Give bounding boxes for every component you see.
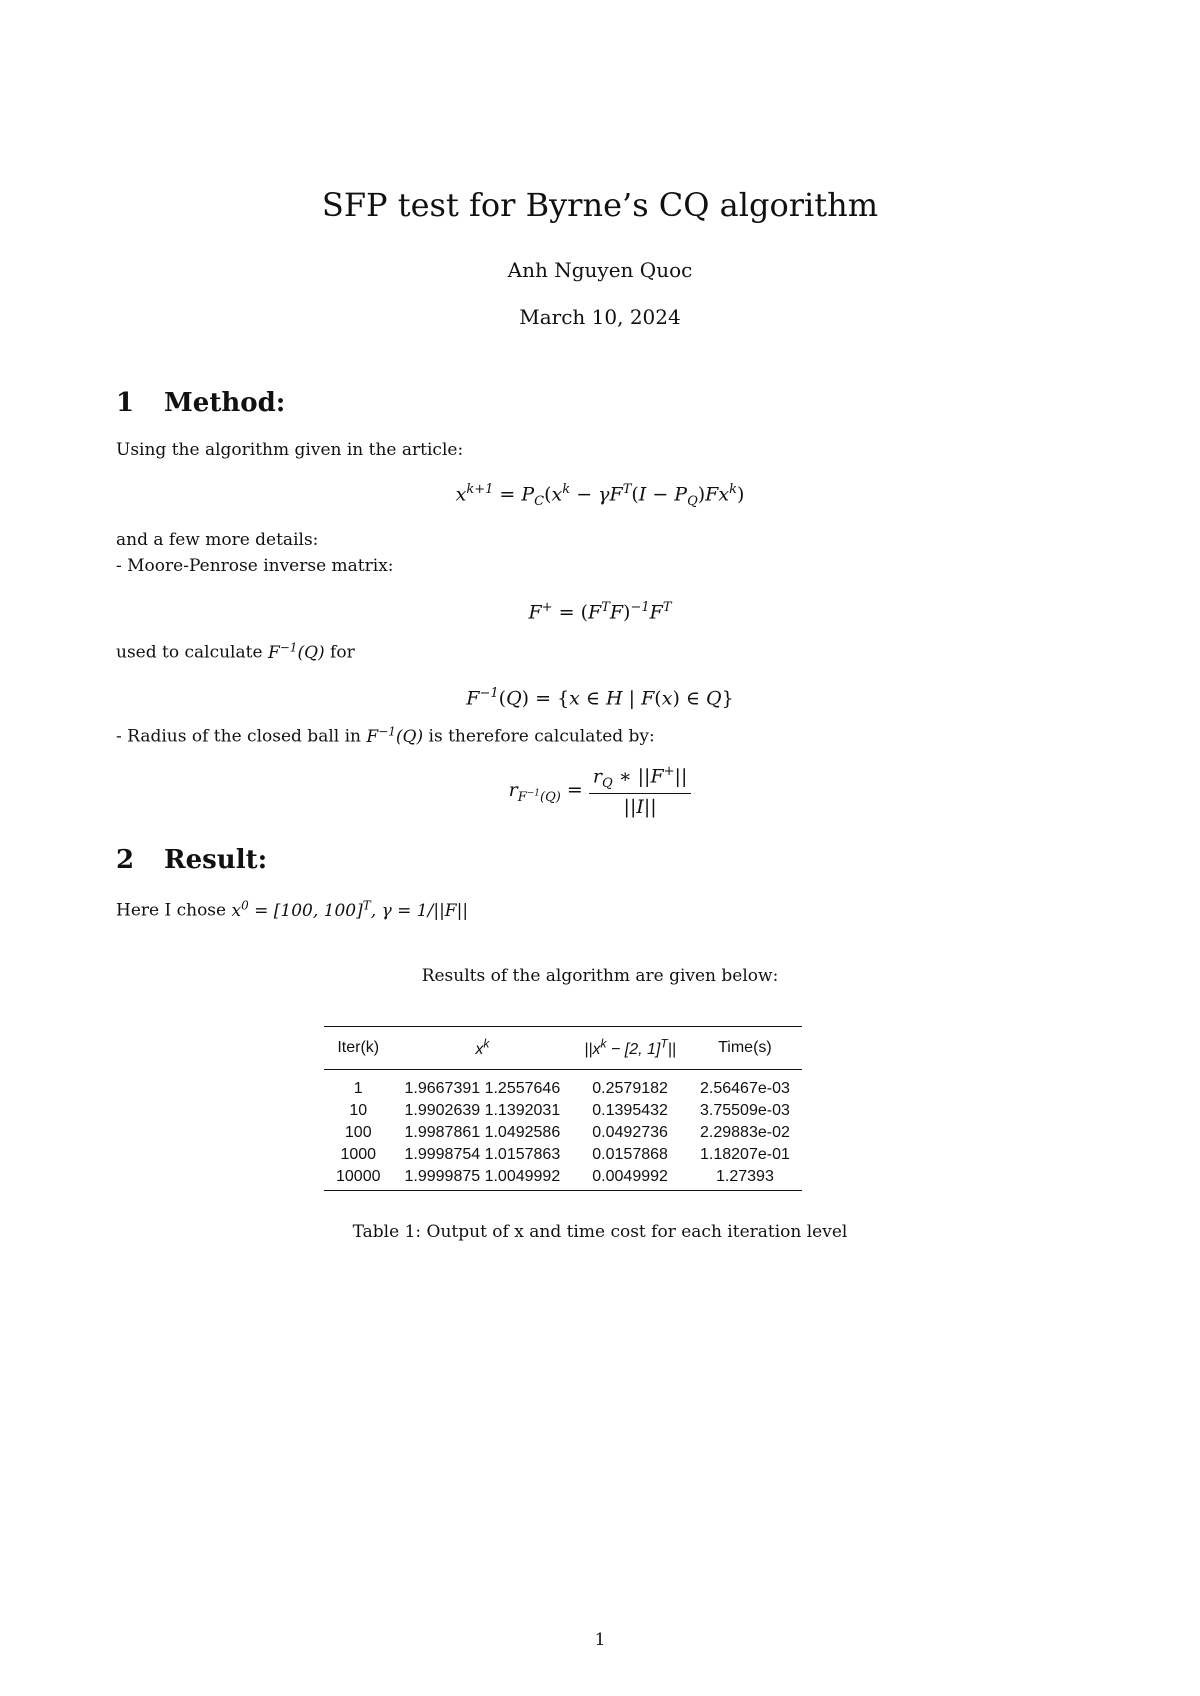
table-row: [324, 1100, 802, 1122]
inline-math-x0-gamma: $x^0 = [100$, 100]$^T$, γ = 1/||F||: [231, 898, 469, 921]
paper-title: SFP test for Byrne’s CQ algorithm: [321, 186, 879, 224]
header-error: $||x^k - [2$, 1]$^T$||: [572, 1027, 688, 1070]
cell-xk: 1.9987861 1.0492586: [404, 1124, 561, 1142]
cell-time: 1.18207e-01: [700, 1146, 790, 1164]
cell-error: 0.2579182: [592, 1080, 668, 1098]
cell-time: 3.75509e-03: [700, 1102, 790, 1120]
section-title: Method:: [164, 388, 286, 418]
table-header-row: [324, 1027, 802, 1070]
cell-xk: 1.9902639 1.1392031: [404, 1102, 561, 1120]
radius-text: [116, 724, 655, 747]
used-to-calculate-text: [116, 640, 355, 663]
moore-penrose-text: - Moore-Penrose inverse matrix:: [116, 556, 394, 576]
cell-xk: 1.9999875 1.0049992: [404, 1168, 561, 1186]
header-xk: $x^k$: [393, 1027, 573, 1070]
inline-math-finv-q: $F^{-1}(Q)$: [366, 724, 424, 747]
table-caption: Table 1: Output of x and time cost for each iteration level: [352, 1222, 848, 1242]
results-table: [324, 1026, 802, 1191]
used-to-calculate-suffix: for: [330, 642, 355, 663]
cell-time: 1.27393: [716, 1168, 774, 1186]
initial-choice-text: [116, 898, 468, 921]
section-heading-method: [116, 388, 285, 418]
equation-cq-iteration: $x^{k+1} = P_C(x^k - \gamma F^T(I - P_Q)Fx^k)$: [455, 482, 745, 510]
table-row: [324, 1070, 802, 1101]
cell-xk: 1.9667391 1.2557646: [404, 1080, 561, 1098]
cell-error: 0.0049992: [592, 1168, 668, 1186]
method-intro: Using the algorithm given in the article:: [116, 440, 464, 460]
author: Anh Nguyen Quoc: [507, 258, 693, 282]
section-number: 1: [116, 388, 135, 418]
radius-text-pre: - Radius of the closed ball in: [116, 726, 361, 747]
cell-error: 0.0492736: [592, 1124, 668, 1142]
date: March 10, 2024: [519, 305, 681, 329]
section-title: Result:: [164, 845, 268, 875]
inline-math-finv-q: $F^{-1}(Q)$: [267, 640, 325, 663]
cell-iter: 1: [353, 1080, 363, 1098]
equation-preimage-set: $F^{-1}(Q) = \{x$ ∈ H | F(x) ∈ Q}: [466, 686, 734, 710]
cell-error: 0.0157868: [592, 1146, 668, 1164]
cell-iter: 1000: [340, 1146, 377, 1164]
header-iter: Iter(k): [324, 1027, 393, 1070]
cell-iter: 100: [344, 1124, 372, 1142]
section-heading-result: [116, 845, 267, 875]
table-row: [324, 1122, 802, 1144]
cell-error: 0.1395432: [592, 1102, 668, 1120]
page-number: 1: [594, 1630, 606, 1650]
equation-radius: $r_{F^{-1}(Q)}$ = $\frac{r_Q ∗ ||F^+||}{||I||}$: [0, 764, 1200, 818]
cell-iter: 10: [349, 1102, 368, 1120]
radius-fraction: $\frac{r_Q ∗ ||F^+||}{||I||}$: [589, 764, 691, 818]
cell-time: 2.29883e-02: [700, 1124, 790, 1142]
table-row: [324, 1166, 802, 1191]
initial-choice-label: Here I chose: [116, 900, 227, 921]
radius-text-post: is therefore calculated by:: [428, 726, 655, 747]
cell-iter: 10000: [336, 1168, 381, 1186]
equation-moore-penrose: $F^+ = (F^TF)^{-1}F^T$: [528, 600, 672, 624]
cell-xk: 1.9998754 1.0157863: [404, 1146, 561, 1164]
cell-time: 2.56467e-03: [700, 1080, 790, 1098]
more-details-text: and a few more details:: [116, 530, 319, 550]
section-number: 2: [116, 845, 135, 875]
used-to-calculate-label: used to calculate: [116, 642, 263, 663]
header-time: Time(s): [688, 1027, 802, 1070]
results-intro: Results of the algorithm are given below:: [421, 966, 779, 986]
table-row: [324, 1144, 802, 1166]
